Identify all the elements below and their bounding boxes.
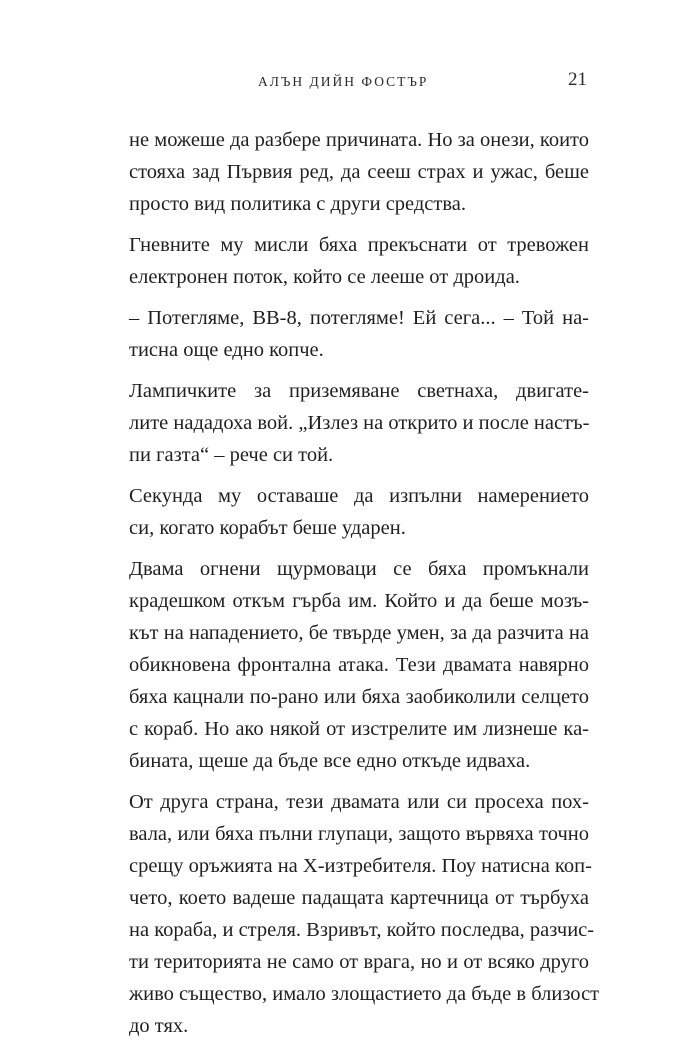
text-line: вала, или бяха пълни глупаци, защото вървяха точно [129,823,589,845]
paragraph [129,480,589,544]
text-line: просто вид политика с други средства. [129,193,466,215]
text-line: – Потегляме, BB-8, потегляме! Ей сега... – Той на- [129,307,589,329]
text-line: стояха зад Първия ред, да сееш страх и ужас, беше [129,161,589,183]
text-line: Лампичките за приземяване светнаха, двигате- [129,380,589,402]
text-line: кът на нападението, бе твърде умен, за да разчита на [129,622,589,644]
text-line: Двама огнени щурмоваци се бяха промъкнали [129,558,589,580]
text-line: на кораба, и стреля. Взривът, който последва, разчис- [129,919,595,941]
text-line: крадешком откъм гърба им. Който и да беше мозъ- [129,590,589,612]
text-line: срещу оръжията на Х-изтребителя. Поу натисна коп- [129,855,592,877]
text-line: не можеше да разбере причината. Но за онези, които [129,129,589,151]
text-line: бяха кацнали по-рано или бяха заобиколили селцето [129,686,589,708]
running-header [0,66,700,96]
paragraph [129,786,600,1042]
text-line: до тях. [129,1015,189,1037]
text-line: с кораб. Но ако някой от изстрелите им лизнеше ка- [129,718,589,740]
text-line: ти територията не само от врага, но и от всяко друго [129,951,589,973]
text-line: живо същество, имало злощастието да бъде в близост [129,983,600,1005]
page-number: 21 [568,69,587,90]
text-line: си, когато корабът беше ударен. [129,517,406,539]
paragraph [129,229,589,293]
text-line: Секунда му оставаше да изпълни намерението [129,485,589,507]
paragraph [129,124,589,220]
text-line: Гневните му мисли бяха прекъснати от тревожен [129,234,589,256]
text-line: тисна още едно копче. [129,339,324,361]
author-name: АЛЪН ДИЙН ФОСТЪР [258,74,429,89]
text-line: чето, което вадеше падащата картечница от търбуха [129,887,589,909]
text-line: обикновена фронтална атака. Тези двамата навярно [129,654,589,676]
body-text [129,124,600,1051]
text-line: От друга страна, тези двамата или си просеха пох- [129,791,589,813]
text-line: електронен поток, който се лееше от дроида. [129,266,520,288]
text-line: пи газта“ – рече си той. [129,444,334,466]
paragraph [129,302,589,366]
paragraph [129,375,589,471]
paragraph [129,553,589,777]
text-line: бината, щеше да бъде все едно откъде идваха. [129,750,531,772]
text-line: лите нададоха вой. „Излез на открито и после настъ- [129,412,590,434]
